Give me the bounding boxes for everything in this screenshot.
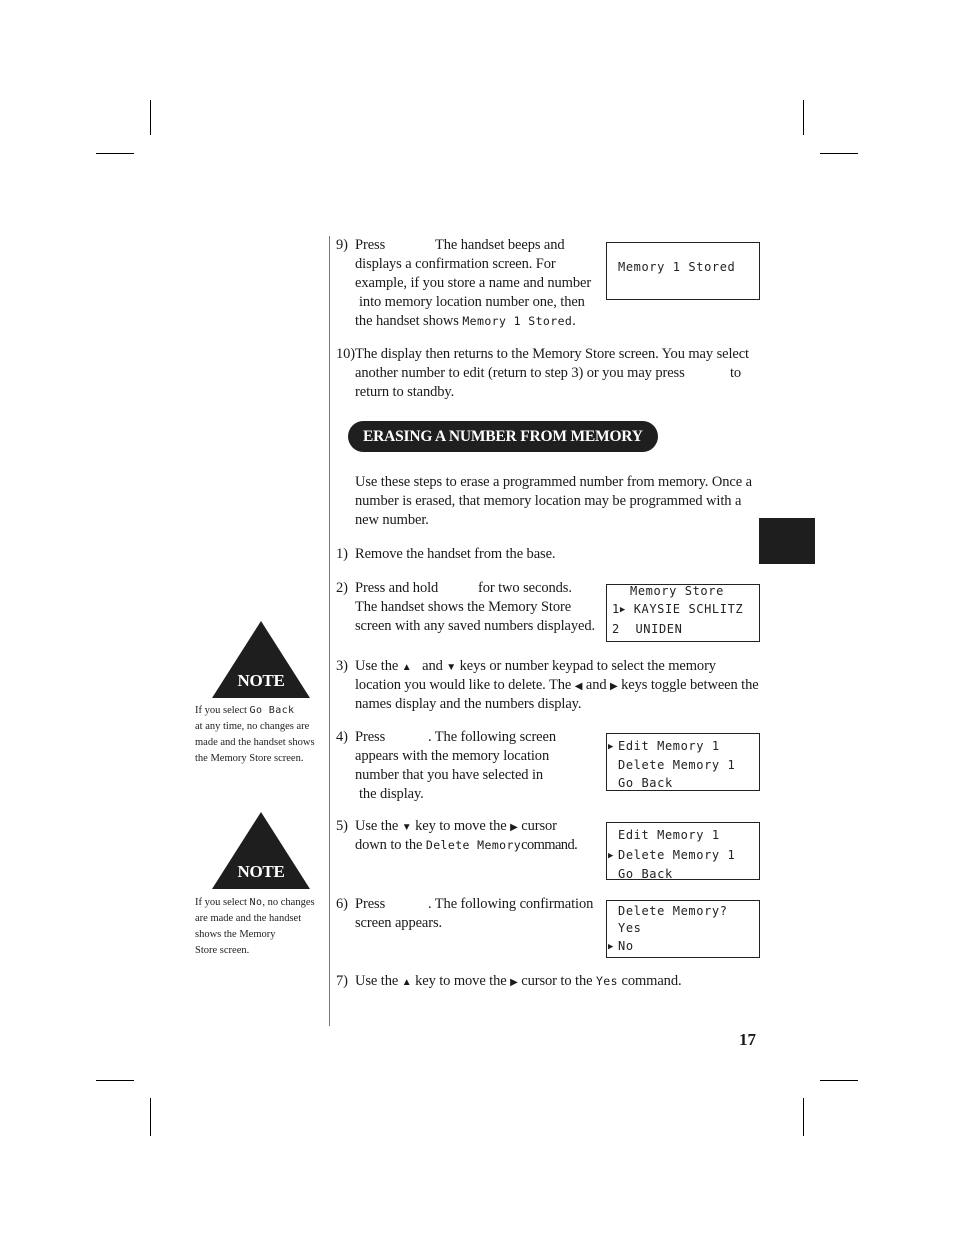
step-text: . The following screen [428, 729, 556, 745]
right-arrow-icon: ▶ [510, 822, 518, 833]
crop-mark [96, 153, 134, 154]
step-text: another number to edit (return to step 3) or you may press [355, 365, 685, 381]
step-text: The handset shows the Memory Store [355, 599, 572, 615]
step-text: return to standby. [355, 384, 455, 400]
step-text: screen with any saved numbers displayed. [355, 618, 596, 634]
section-heading: ERASING A NUMBER FROM MEMORY [348, 421, 658, 452]
step-number: 9) [336, 237, 348, 253]
right-arrow-icon: ▶ [610, 681, 618, 692]
step-text: displays a confirmation screen. For [355, 256, 556, 272]
lcd-text: Go Back [249, 705, 295, 716]
step-number: 6) [336, 896, 348, 912]
step-text: into memory location number one, then [359, 294, 585, 310]
step-text: The display then returns to the Memory Store screen. You may select [355, 346, 749, 362]
lcd-text: Delete Memory [425, 838, 522, 852]
lcd-screen-edit-memory [606, 733, 760, 791]
step-number: 1) [336, 546, 348, 562]
lcd-screen-delete-selected [606, 822, 760, 880]
screen-line: Memory Store [630, 584, 724, 598]
screen-line: Memory 1 Stored [618, 260, 736, 274]
step-text: The handset beeps and [435, 237, 565, 253]
screen-line: 2 UNIDEN [612, 622, 683, 636]
step-text: Press [355, 237, 386, 253]
lcd-screen-memory-store [606, 584, 760, 642]
cursor-arrow-icon: ▶ [608, 742, 615, 752]
step-text: Use the ▼ key to move the ▶ cursor [355, 818, 557, 834]
screen-line: Delete Memory 1 [618, 758, 736, 772]
up-arrow-icon: ▲ [401, 977, 412, 988]
down-arrow-icon: ▼ [446, 662, 457, 673]
step-text: to [730, 365, 742, 381]
step-number: 2) [336, 580, 348, 596]
crop-mark [820, 1080, 858, 1081]
page-number: 17 [739, 1030, 756, 1049]
step-text: Press [355, 896, 386, 912]
note-text: If you select No, no changes are made and the handset shows the Memory Store screen. [195, 897, 315, 956]
screen-line: No [618, 939, 634, 953]
step-text: example, if you store a name and number [355, 275, 592, 291]
screen-line: Go Back [618, 867, 673, 881]
screen-line: Go Back [618, 776, 673, 790]
crop-mark [150, 1098, 151, 1136]
cursor-arrow-icon: ▶ [619, 605, 626, 615]
step-text: names display and the numbers display. [355, 696, 582, 712]
step-text: screen appears. [355, 915, 443, 931]
step-text: for two seconds. [478, 580, 572, 596]
crop-mark [820, 153, 858, 154]
step-number: 5) [336, 818, 348, 834]
cursor-arrow-icon: ▶ [608, 851, 615, 861]
step-number: 10) [336, 346, 356, 362]
crop-mark [803, 1098, 804, 1136]
note-badge [211, 811, 311, 891]
step-text: Use the ▲ key to move the ▶ cursor to the Yes command. [355, 973, 682, 989]
lcd-screen-delete-confirm [606, 900, 760, 958]
column-divider [329, 236, 330, 1026]
step-number: 4) [336, 729, 348, 745]
screen-line: Edit Memory 1 [618, 828, 720, 842]
intro-text: number is erased, that memory location may be programmed with a [355, 493, 742, 509]
step-text: . The following confirmation [428, 896, 594, 912]
screen-line: Delete Memory? [618, 904, 728, 918]
screen-line: 1▶ KAYSIE SCHLITZ [612, 602, 744, 616]
note-badge [211, 620, 311, 700]
note-label: NOTE [237, 671, 285, 690]
intro-text: Use these steps to erase a programmed number from memory. Once a [355, 474, 752, 490]
cursor-arrow-icon: ▶ [608, 942, 615, 952]
step-text: the display. [359, 786, 424, 802]
up-arrow-icon: ▲ [401, 662, 412, 673]
step-number: 3) [336, 658, 348, 674]
screen-line: Delete Memory 1 [618, 848, 736, 862]
chapter-tab [759, 518, 815, 564]
screen-line: Edit Memory 1 [618, 739, 720, 753]
step-number: 7) [336, 973, 348, 989]
step-text: Press [355, 729, 386, 745]
crop-mark [150, 100, 151, 135]
crop-mark [803, 100, 804, 135]
lcd-text: Memory 1 Stored [462, 314, 573, 328]
step-text: the handset shows Memory 1 Stored. [355, 313, 576, 329]
lcd-text: No [249, 897, 263, 908]
step-text: location you would like to delete. The ◀ and ▶ keys toggle between the [355, 677, 759, 693]
down-arrow-icon: ▼ [401, 822, 412, 833]
note-label: NOTE [237, 862, 285, 881]
crop-mark [96, 1080, 134, 1081]
right-arrow-icon: ▶ [510, 977, 518, 988]
note-text: If you select Go Back at any time, no changes are made and the handset shows the Memory Store screen. [195, 705, 315, 764]
step-text: Remove the handset from the base. [355, 546, 556, 562]
intro-text: new number. [355, 512, 429, 528]
screen-line: Yes [618, 921, 642, 935]
step-text: down to the Delete Memorycommand. [355, 837, 578, 853]
step-text: Press and hold [355, 580, 439, 596]
step-text: number that you have selected in [355, 767, 544, 783]
step-text: appears with the memory location [355, 748, 550, 764]
step-text: Use the ▲ and ▼ keys or number keypad to select the memory [355, 658, 716, 674]
left-arrow-icon: ◀ [574, 681, 583, 692]
lcd-text: Yes [595, 974, 618, 988]
lcd-screen-memory-stored [606, 242, 760, 300]
